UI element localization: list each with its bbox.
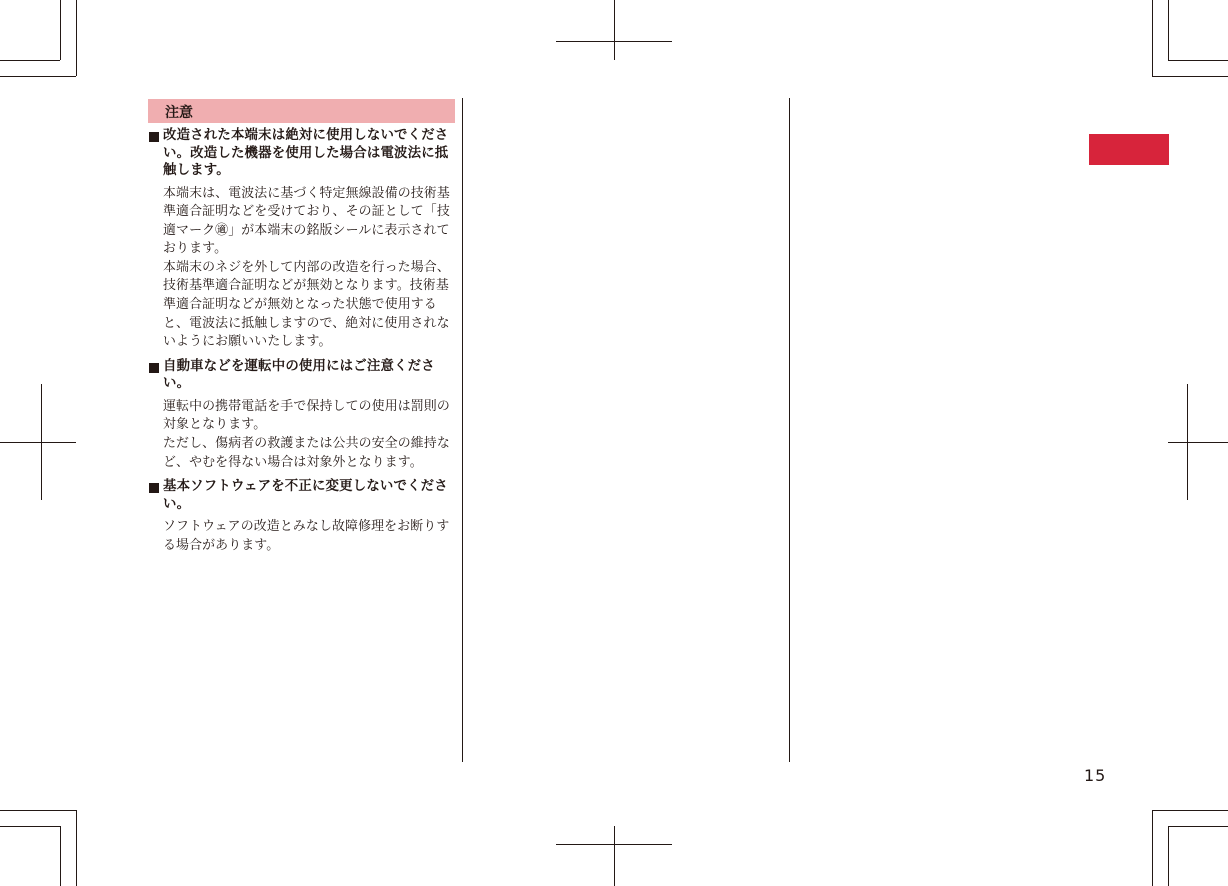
column-rule-left: [462, 98, 463, 762]
caution-item-body: [163, 398, 456, 472]
caution-paragraph: ただし、傷病者の救護または公共の安全の維持など、やむを得ない場合は対象外となります。: [163, 436, 450, 470]
caution-item: [148, 478, 456, 555]
caution-header: [148, 99, 455, 123]
caution-content: [148, 126, 456, 555]
column-rule-right: [789, 98, 790, 762]
caution-item-title: 自動車などを運転中の使用にはご注意ください。: [163, 358, 435, 392]
caution-header-label: 注意: [165, 105, 193, 121]
page-number: 15: [1084, 766, 1107, 785]
caution-item: [148, 127, 456, 352]
caution-item-body: [163, 518, 456, 555]
square-bullet-icon: [149, 363, 159, 373]
caution-item-body: [163, 185, 456, 352]
caution-item: [148, 358, 456, 472]
chapter-tab: [1089, 134, 1169, 165]
caution-paragraph: ソフトウェアの改造とみなし故障修理をお断りする場合があります。: [163, 519, 450, 553]
caution-item-title: 改造された本端末は絶対に使用しないでください。改造した機器を使用した場合は電波法に抵触します。: [163, 128, 449, 178]
caution-paragraph: 本端末は、電波法に基づく特定無線設備の技術基準適合証明などを受けており、その証として「技適マーク㊜」が本端末の銘版シールに表示されております。: [163, 185, 450, 257]
caution-paragraph: 運転中の携帯電話を手で保持しての使用は罰則の対象となります。: [163, 398, 450, 433]
square-bullet-icon: [149, 483, 159, 493]
square-bullet-icon: [149, 132, 159, 142]
caution-item-title: 基本ソフトウェアを不正に変更しないでください。: [163, 479, 448, 512]
caution-paragraph: 本端末のネジを外して内部の改造を行った場合、技術基準適合証明などが無効となります。技術基準適合証明などが無効となった状態で使用すると、電波法に抵触しますので、絶対に使用されないようにお願いいたします。: [163, 259, 450, 350]
